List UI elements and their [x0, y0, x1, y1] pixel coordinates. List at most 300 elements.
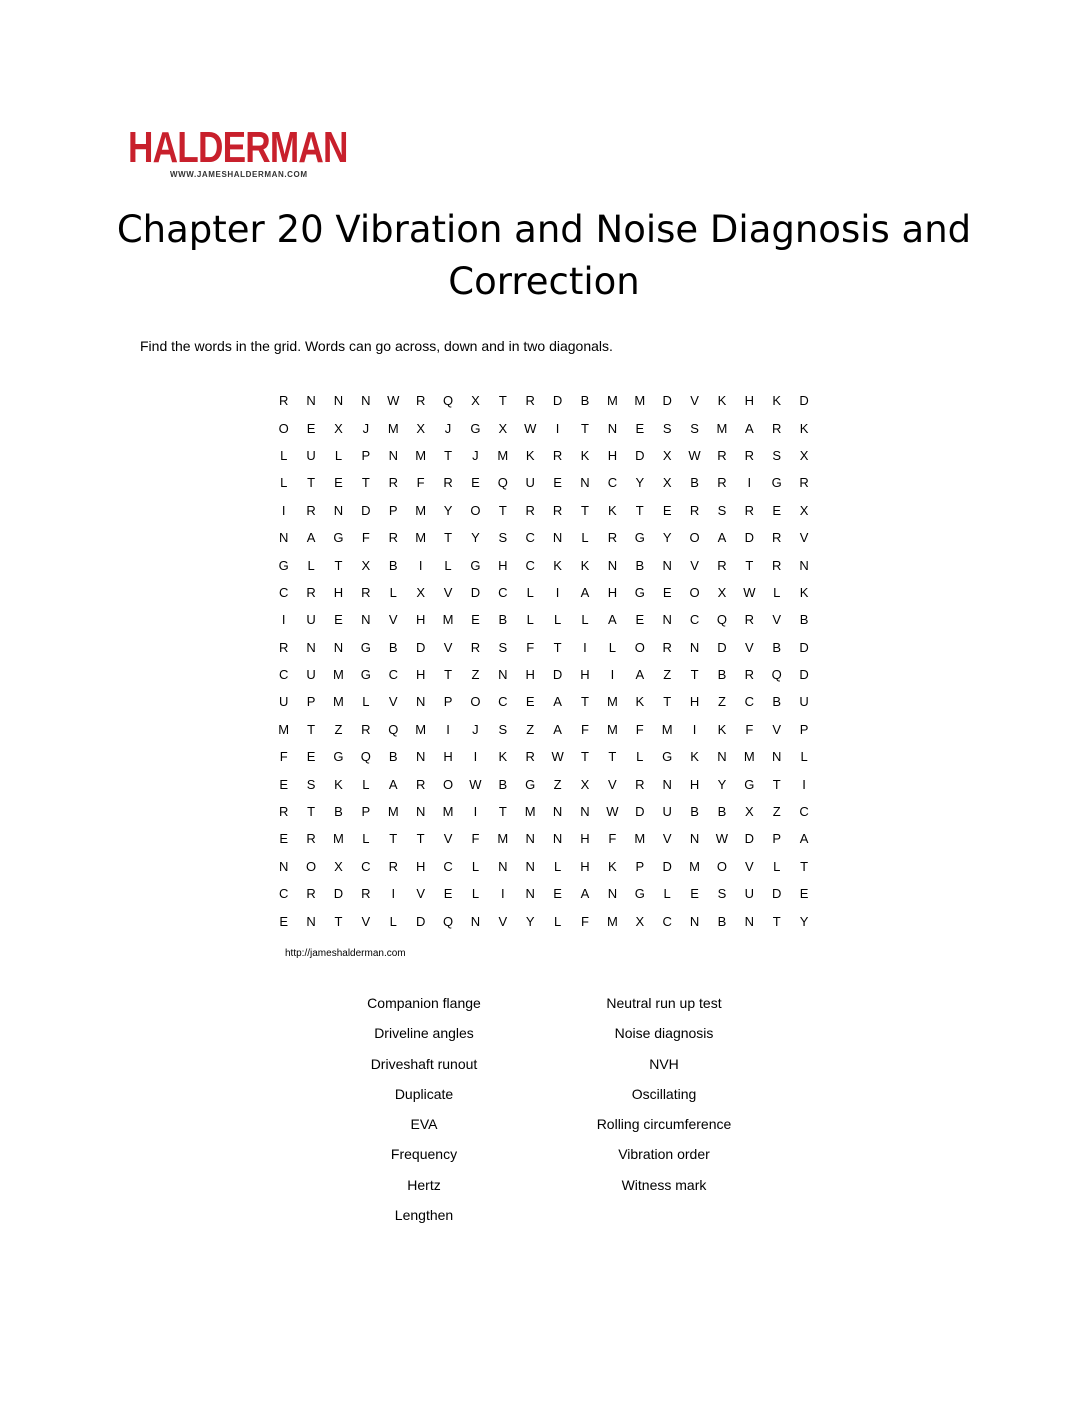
grid-letter: I [446, 721, 450, 737]
grid-letter: E [799, 886, 809, 902]
grid-letter: B [388, 639, 398, 655]
grid-letter: D [744, 530, 755, 546]
grid-letter: B [498, 612, 508, 628]
grid-letter: O [306, 858, 317, 874]
grid-letter: B [334, 804, 343, 820]
grid-letter: E [279, 913, 289, 929]
grid-letter: N [525, 831, 535, 847]
word-list-item: Companion flange [367, 995, 481, 1011]
grid-letter: M [661, 721, 673, 737]
grid-letter: V [443, 639, 453, 655]
grid-letter: E [553, 886, 562, 902]
grid-letter: M [415, 447, 427, 463]
grid-letter: L [526, 584, 534, 600]
grid-letter: M [634, 831, 646, 847]
grid-letter: I [473, 804, 478, 820]
grid-letter: A [608, 612, 617, 628]
grid-letter: M [333, 694, 344, 710]
grid-letter: R [306, 831, 316, 847]
grid-letter: R [744, 447, 755, 463]
grid-letter: X [717, 584, 727, 600]
grid-letter: B [635, 557, 645, 573]
grid-letter: R [662, 639, 672, 655]
grid-letter: E [334, 475, 343, 491]
grid-letter: Z [663, 667, 672, 683]
grid-letter: T [444, 447, 453, 463]
grid-letter: S [717, 502, 727, 518]
grid-letter: M [387, 420, 399, 436]
grid-letter: T [581, 694, 589, 710]
word-list-item: Neutral run up test [606, 995, 722, 1011]
word-list-item: NVH [649, 1055, 679, 1072]
grid-letter: Y [662, 530, 672, 546]
grid-letter: R [525, 393, 535, 409]
grid-letter: W [743, 584, 756, 600]
grid-letter: M [497, 831, 509, 847]
grid-letter: H [525, 667, 535, 683]
grid-letter: Y [799, 913, 809, 929]
grid-letter: N [470, 913, 481, 929]
grid-letter: N [607, 420, 618, 436]
grid-letter: K [635, 694, 645, 710]
grid-letter: C [279, 584, 289, 600]
grid-letter: R [525, 502, 535, 518]
grid-letter: Z [526, 721, 535, 737]
grid-letter: G [278, 557, 289, 573]
grid-letter: E [772, 502, 782, 518]
grid-letter: P [443, 694, 453, 710]
grid-letter: N [717, 749, 727, 765]
grid-letter: C [279, 886, 289, 902]
grid-letter: B [717, 913, 727, 929]
grid-letter: A [306, 530, 316, 546]
grid-letter: C [689, 612, 700, 628]
grid-letter: N [306, 639, 316, 655]
grid-letter: H [689, 694, 700, 710]
grid-letter: I [391, 886, 396, 902]
grid-letter: N [552, 831, 563, 847]
grid-letter: W [715, 831, 729, 847]
grid-letter: W [387, 393, 400, 409]
grid-letter: W [688, 447, 701, 463]
grid-letter: N [525, 858, 535, 874]
grid-letter: D [744, 831, 755, 847]
grid-letter: L [663, 886, 671, 902]
grid-letter: I [281, 612, 286, 628]
grid-letter: S [690, 420, 699, 436]
grid-letter: M [442, 804, 454, 820]
grid-letter: R [717, 557, 727, 573]
grid-letter: O [689, 530, 700, 546]
grid-letter: G [634, 530, 645, 546]
grid-letter: T [361, 475, 370, 491]
grid-letter: C [662, 913, 672, 929]
grid-letter: D [662, 393, 672, 409]
grid-letter: B [388, 557, 398, 573]
grid-letter: R [772, 420, 782, 436]
grid-letter: V [772, 721, 782, 737]
grid-letter: F [745, 721, 754, 737]
grid-letter: T [334, 913, 343, 929]
grid-letter: A [580, 886, 590, 902]
grid-letter: K [717, 721, 727, 737]
grid-letter: X [662, 447, 672, 463]
grid-letter: G [470, 420, 481, 436]
grid-letter: E [306, 749, 316, 765]
grid-letter: K [608, 502, 617, 518]
grid-letter: M [606, 393, 618, 409]
grid-letter: N [388, 447, 398, 463]
grid-letter: Z [553, 776, 562, 792]
grid-letter: V [799, 530, 809, 546]
grid-letter: L [773, 858, 781, 874]
grid-letter: T [745, 557, 754, 573]
grid-letter: T [307, 804, 316, 820]
grid-letter: V [745, 639, 754, 655]
grid-letter: V [608, 776, 617, 792]
grid-letter: N [279, 858, 289, 874]
grid-letter: N [415, 694, 426, 710]
word-search-grid [270, 387, 818, 935]
grid-letter: R [689, 502, 700, 518]
grid-letter: P [799, 721, 809, 737]
grid-letter: B [772, 639, 782, 655]
grid-letter: T [334, 557, 343, 573]
grid-letter: F [635, 721, 644, 737]
grid-letter: C [443, 858, 453, 874]
grid-letter: Y [717, 776, 727, 792]
grid-letter: N [361, 393, 371, 409]
grid-letter: V [388, 694, 398, 710]
grid-letter: J [472, 721, 479, 737]
grid-letter: T [416, 831, 425, 847]
grid-letter: X [498, 420, 508, 436]
grid-letter: E [635, 612, 645, 628]
grid-letter: H [443, 749, 453, 765]
grid-letter: E [553, 475, 562, 491]
grid-letter: E [306, 420, 316, 436]
grid-letter: M [606, 721, 618, 737]
grid-letter: V [498, 913, 508, 929]
grid-letter: T [581, 749, 589, 765]
grid-letter: R [744, 502, 755, 518]
grid-letter: C [799, 804, 809, 820]
grid-letter: D [799, 639, 809, 655]
grid-letter: N [662, 612, 672, 628]
grid-letter: L [280, 447, 288, 463]
grid-letter: P [361, 447, 371, 463]
grid-letter: N [333, 393, 344, 409]
grid-letter: E [443, 886, 453, 902]
page-title: Chapter 20 Vibration and Noise Diagnosis and Correction [116, 208, 972, 303]
grid-letter: U [306, 612, 316, 628]
grid-letter: D [333, 886, 344, 902]
word-list-item: Duplicate [394, 1085, 454, 1102]
grid-letter: V [388, 612, 398, 628]
grid-letter: R [415, 393, 426, 409]
grid-letter: L [608, 639, 616, 655]
grid-letter: A [717, 530, 727, 546]
grid-letter: G [360, 639, 371, 655]
grid-letter: P [306, 694, 316, 710]
grid-letter: M [278, 721, 290, 737]
grid-letter: A [553, 694, 562, 710]
grid-letter: C [388, 667, 398, 683]
grid-letter: F [471, 831, 480, 847]
grid-letter: Y [443, 502, 453, 518]
grid-letter: N [415, 804, 426, 820]
grid-letter: D [772, 886, 782, 902]
word-list-item: Rolling circumference [596, 1116, 732, 1133]
grid-letter: R [717, 475, 727, 491]
grid-letter: M [387, 804, 399, 820]
word-list-item: Witness mark [621, 1176, 707, 1193]
grid-letter: G [360, 667, 371, 683]
grid-letter: Z [717, 694, 726, 710]
grid-letter: C [279, 667, 289, 683]
grid-letter: T [581, 420, 589, 436]
grid-letter: N [498, 667, 508, 683]
grid-letter: D [662, 858, 672, 874]
grid-letter: M [743, 749, 755, 765]
grid-letter: V [772, 612, 782, 628]
grid-letter: T [663, 694, 672, 710]
grid-letter: A [388, 776, 398, 792]
grid-letter: F [581, 913, 589, 929]
grid-letter: K [525, 447, 535, 463]
grid-letter: R [525, 749, 535, 765]
grid-letter: J [362, 420, 370, 436]
grid-letter: T [800, 858, 809, 874]
grid-letter: U [279, 694, 289, 710]
grid-letter: H [498, 557, 508, 573]
grid-letter: I [555, 420, 560, 436]
grid-letter: Z [334, 721, 343, 737]
grid-letter: G [771, 475, 782, 491]
instructions: Find the words in the grid. Words can go across, down and in two diagonals. [140, 338, 613, 354]
grid-letter: E [525, 694, 535, 710]
grid-letter: U [799, 694, 809, 710]
grid-letter: T [553, 639, 562, 655]
grid-letter: N [607, 886, 618, 902]
grid-letter: X [799, 502, 809, 518]
grid-letter: D [635, 804, 645, 820]
grid-letter: A [745, 420, 754, 436]
grid-letter: F [416, 475, 425, 491]
grid-letter: R [744, 612, 755, 628]
grid-letter: Q [388, 721, 399, 737]
grid-letter: T [444, 667, 453, 683]
grid-letter: D [415, 639, 426, 655]
grid-letter: F [581, 721, 589, 737]
grid-letter: U [525, 475, 535, 491]
grid-letter: C [498, 694, 508, 710]
word-list-item: Noise diagnosis [614, 1025, 714, 1042]
grid-letter: K [580, 557, 590, 573]
grid-letter: B [799, 612, 809, 628]
word-list-item: Vibration order [618, 1146, 710, 1163]
grid-letter: R [306, 886, 316, 902]
grid-letter: N [552, 804, 563, 820]
grid-letter: N [361, 612, 371, 628]
grid-letter: K [580, 447, 590, 463]
word-list-item: Frequency [390, 1146, 458, 1163]
grid-letter: I [610, 667, 615, 683]
grid-letter: K [334, 776, 343, 792]
grid-letter: Q [360, 749, 371, 765]
grid-letter: K [799, 420, 809, 436]
grid-letter: I [281, 502, 286, 518]
grid-letter: R [415, 776, 426, 792]
grid-letter: M [497, 447, 509, 463]
grid-letter: R [470, 639, 481, 655]
grid-letter: I [583, 639, 587, 655]
grid-letter: H [333, 584, 344, 600]
grid-letter: L [773, 584, 781, 600]
grid-letter: D [635, 447, 645, 463]
grid-letter: I [747, 475, 752, 491]
grid-letter: K [772, 393, 782, 409]
grid-letter: B [717, 667, 727, 683]
grid-letter: R [388, 858, 398, 874]
grid-letter: S [662, 420, 672, 436]
grid-letter: O [634, 639, 645, 655]
grid-letter: L [334, 447, 343, 463]
grid-letter: E [690, 886, 699, 902]
grid-letter: R [279, 393, 289, 409]
grid-letter: V [662, 831, 672, 847]
grid-letter: N [580, 804, 590, 820]
grid-letter: R [361, 886, 371, 902]
grid-letter: N [333, 639, 344, 655]
grid-letter: S [772, 447, 782, 463]
grid-letter: T [772, 776, 781, 792]
grid-letter: X [471, 393, 480, 409]
grid-letter: L [553, 913, 562, 929]
grid-letter: K [498, 749, 508, 765]
grid-letter: O [470, 694, 481, 710]
grid-letter: N [306, 393, 316, 409]
grid-letter: Y [471, 530, 480, 546]
grid-letter: E [471, 475, 480, 491]
word-list-right [544, 993, 784, 1205]
grid-letter: G [470, 557, 481, 573]
grid-letter: F [279, 749, 288, 765]
grid-letter: J [444, 420, 452, 436]
grid-letter: M [415, 721, 427, 737]
grid-letter: O [716, 858, 727, 874]
grid-letter: K [799, 584, 809, 600]
grid-letter: K [553, 557, 562, 573]
grid-letter: L [581, 612, 589, 628]
grid-letter: R [361, 584, 371, 600]
grid-letter: H [689, 776, 700, 792]
grid-letter: A [799, 831, 809, 847]
grid-letter: H [607, 584, 618, 600]
grid-letter: Y [635, 475, 645, 491]
grid-letter: G [525, 776, 536, 792]
grid-letter: N [498, 858, 508, 874]
grid-letter: N [552, 530, 563, 546]
grid-letter: N [662, 776, 672, 792]
grid-letter: A [580, 584, 590, 600]
grid-letter: V [443, 584, 453, 600]
grid-letter: N [799, 557, 809, 573]
grid-letter: O [442, 776, 454, 792]
word-list-left [304, 993, 544, 1235]
grid-letter: R [279, 639, 289, 655]
grid-letter: T [581, 502, 589, 518]
grid-letter: M [415, 502, 427, 518]
grid-letter: X [662, 475, 672, 491]
grid-letter: B [772, 694, 782, 710]
grid-letter: Q [442, 913, 454, 929]
grid-letter: H [415, 612, 426, 628]
grid-letter: C [525, 530, 535, 546]
grid-letter: W [524, 420, 537, 436]
grid-letter: P [388, 502, 398, 518]
grid-letter: L [362, 831, 370, 847]
grid-letter: V [416, 886, 425, 902]
grid-letter: G [333, 749, 344, 765]
grid-letter: H [580, 667, 590, 683]
grid-letter: L [800, 749, 808, 765]
grid-letter: L [553, 612, 562, 628]
grid-letter: E [279, 831, 289, 847]
grid-letter: Q [442, 393, 454, 409]
grid-letter: T [498, 804, 507, 820]
grid-letter: N [607, 557, 618, 573]
grid-letter: A [553, 721, 562, 737]
grid-letter: Q [771, 667, 782, 683]
grid-letter: C [744, 694, 755, 710]
grid-letter: T [635, 502, 644, 518]
grid-letter: H [415, 858, 426, 874]
grid-letter: R [799, 475, 809, 491]
grid-letter: T [690, 667, 699, 683]
grid-letter: B [580, 393, 590, 409]
grid-letter: X [799, 447, 809, 463]
word-list-item: EVA [410, 1116, 438, 1133]
word-list-item: Oscillating [631, 1085, 697, 1102]
grid-letter: N [415, 749, 426, 765]
grid-letter: B [690, 475, 699, 491]
grid-letter: L [526, 612, 534, 628]
grid-letter: K [608, 858, 617, 874]
grid-letter: D [552, 393, 563, 409]
grid-letter: S [306, 776, 316, 792]
grid-letter: X [416, 420, 425, 436]
grid-letter: L [471, 886, 480, 902]
grid-letter: X [580, 776, 590, 792]
grid-letter: F [526, 639, 535, 655]
grid-letter: R [552, 502, 563, 518]
grid-letter: C [498, 584, 508, 600]
grid-letter: M [442, 612, 454, 628]
grid-letter: L [471, 858, 480, 874]
grid-letter: N [772, 749, 782, 765]
grid-letter: J [472, 447, 479, 463]
grid-letter: O [689, 584, 700, 600]
grid-letter: M [415, 530, 427, 546]
grid-letter: R [388, 475, 398, 491]
grid-letter: B [717, 804, 727, 820]
grid-letter: M [606, 694, 618, 710]
grid-letter: M [634, 393, 646, 409]
grid-letter: R [306, 584, 316, 600]
grid-letter: N [689, 913, 700, 929]
grid-letter: L [636, 749, 644, 765]
